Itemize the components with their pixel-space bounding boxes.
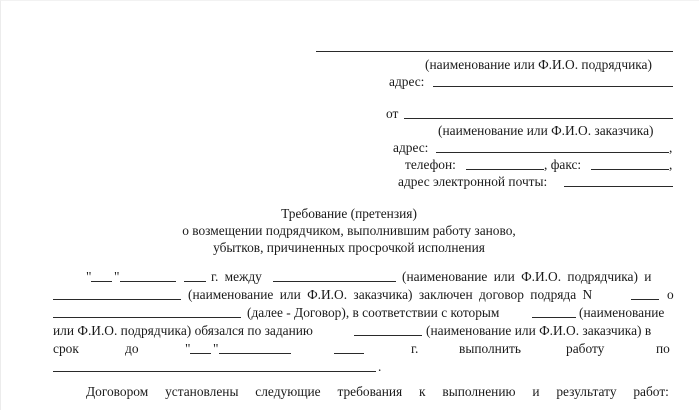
p2-word: Договором	[86, 384, 149, 399]
from-label: от	[386, 106, 399, 121]
email-label: адрес электронной почты:	[398, 174, 548, 189]
fax-line[interactable]	[591, 169, 669, 170]
deadline-month-field[interactable]	[219, 353, 291, 354]
deadline-day-field[interactable]	[190, 353, 211, 354]
p1-line5-po: по	[656, 341, 670, 356]
p1-line2-tail: (наименование или Ф.И.О. заказчика) заключен договор подряда N	[188, 287, 593, 302]
contract-subject-field[interactable]	[53, 317, 241, 318]
p2-word: установлены	[165, 384, 239, 399]
p1-line6-end: .	[378, 359, 382, 374]
phone-line[interactable]	[466, 169, 544, 170]
p1-line5-rabotu: работу	[566, 341, 605, 356]
p1-line1-tail: (наименование или Ф.И.О. подрядчика) и	[402, 269, 652, 284]
date-quote-open: "	[86, 269, 92, 284]
phone-label: телефон:	[405, 157, 456, 172]
fax-comma: ,	[669, 157, 673, 172]
p1-line3-end: (наименование	[579, 305, 665, 320]
date-quote-close: "	[114, 269, 120, 284]
document-subtitle-line2: убытков, причиненных просрочкой исполнения	[213, 240, 485, 255]
customer-name-line[interactable]	[404, 118, 673, 119]
contract-month-field[interactable]	[120, 281, 176, 282]
p2-word: и	[532, 384, 540, 399]
year-between-text: г. между	[211, 269, 262, 284]
p2-word: работ:	[633, 384, 669, 399]
contractor-field-2[interactable]	[532, 317, 576, 318]
p1-line5-g: г.	[411, 341, 419, 356]
contract-number-field[interactable]	[631, 299, 659, 300]
customer-address-line[interactable]	[436, 152, 669, 153]
deadline-year-field[interactable]	[334, 353, 364, 354]
p1-line5-srok: срок	[53, 341, 79, 356]
document-title: Требование (претензия)	[281, 206, 417, 221]
contractor-address-label: адрес:	[389, 74, 425, 89]
p2-word: к	[419, 384, 426, 399]
customer-address-label: адрес:	[393, 140, 429, 155]
p2-word: следующие	[255, 384, 321, 399]
p2-word: требования	[337, 384, 403, 399]
p1-line5-vypolnit: выполнить	[459, 341, 521, 356]
p1-line4-end: (наименование или Ф.И.О. заказчика) в	[426, 323, 652, 338]
work-description-field[interactable]	[53, 371, 376, 372]
p1-line4-start: или Ф.И.О. подрядчика) обязался по заданию	[53, 323, 313, 338]
contract-day-field[interactable]	[91, 281, 112, 282]
customer-field-2[interactable]	[354, 335, 422, 336]
contractor-caption: (наименование или Ф.И.О. подрядчика)	[425, 57, 652, 72]
contractor-address-line[interactable]	[433, 86, 673, 87]
p1-line5-do: до	[125, 341, 139, 356]
p2-word: результату	[556, 384, 617, 399]
p1-line3-mid: (далее - Договор), в соответствии с которым	[247, 305, 500, 320]
deadline-quote-close: "	[213, 341, 219, 356]
email-line[interactable]	[564, 186, 673, 187]
document-subtitle-line1: о возмещении подрядчиком, выполнившим работу заново,	[182, 223, 516, 238]
address-comma: ,	[669, 140, 673, 155]
deadline-quote-open: "	[185, 341, 191, 356]
fax-label: , факс:	[544, 157, 582, 172]
p1-line2-end: о	[667, 287, 674, 302]
customer-name-field[interactable]	[53, 299, 181, 300]
customer-caption: (наименование или Ф.И.О. заказчика)	[438, 123, 654, 138]
contractor-name-field[interactable]	[273, 281, 396, 282]
paragraph-2	[86, 384, 669, 400]
contract-year-field[interactable]	[184, 281, 206, 282]
p2-word: выполнению	[442, 384, 516, 399]
contractor-name-line[interactable]	[316, 51, 673, 52]
